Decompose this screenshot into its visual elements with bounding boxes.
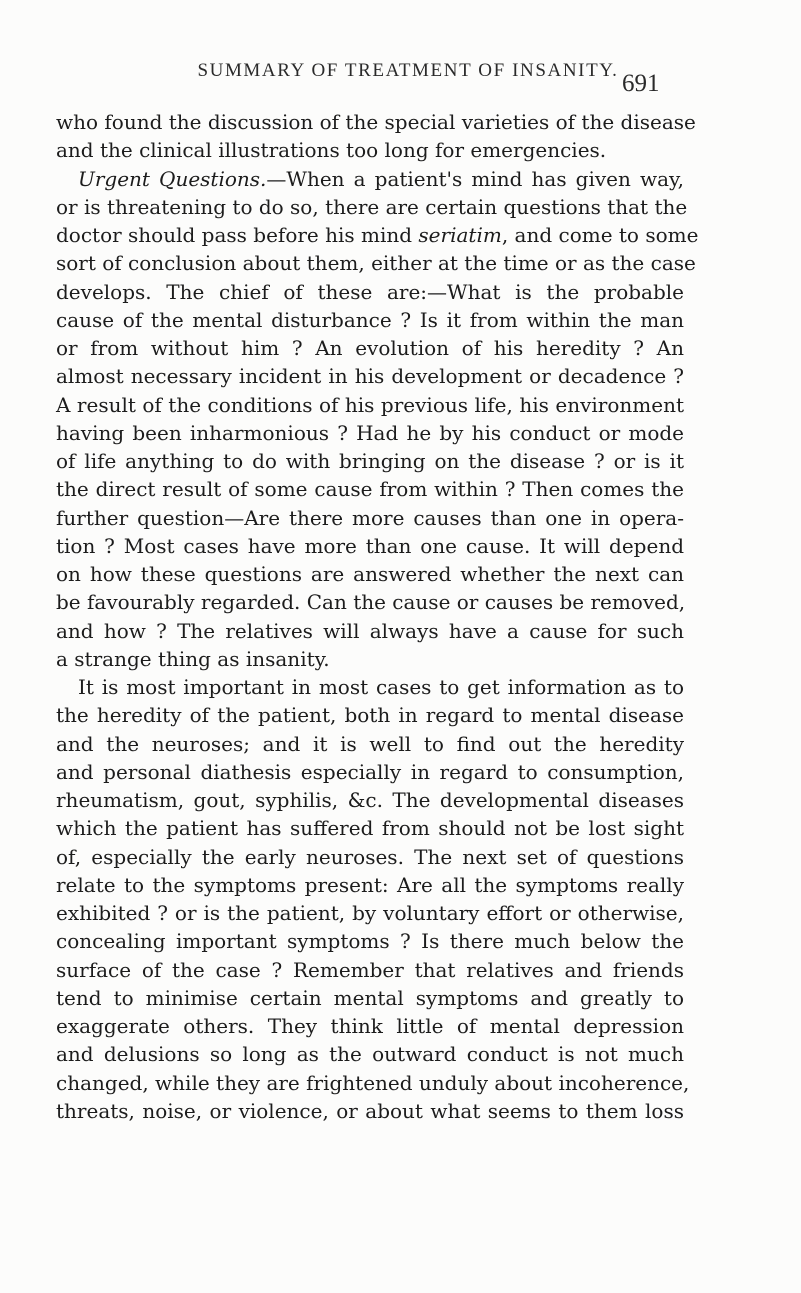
text-line: A result of the conditions of his previous life, his environment bbox=[56, 392, 684, 417]
section-heading-italic: Urgent Questions. bbox=[78, 166, 267, 191]
text-line: develops. The chief of these are:—What is the probable bbox=[56, 279, 684, 304]
text-line: the heredity of the patient, both in regard to mental disease bbox=[56, 703, 684, 728]
text-line: and the clinical illustrations too long for emergencies. bbox=[56, 138, 607, 163]
text-line: be favourably regarded. Can the cause or causes be removed, bbox=[56, 590, 686, 615]
text-line: of, especially the early neuroses. The next set of questions bbox=[56, 844, 684, 869]
text-line: and how ? The relatives will always have a cause for such bbox=[56, 618, 684, 643]
text-fragment: doctor should pass before his mind bbox=[56, 223, 413, 247]
text-line: who found the discussion of the special varieties of the disease bbox=[56, 110, 696, 134]
text-line: a strange thing as insanity. bbox=[56, 646, 330, 671]
text-line: concealing important symptoms ? Is there much below the bbox=[56, 929, 684, 954]
text-line: or is threatening to do so, there are certain questions that the bbox=[56, 194, 688, 219]
text-line bbox=[56, 221, 699, 249]
text-line: tion ? Most cases have more than one cause. It will depend bbox=[56, 533, 684, 558]
text-line: cause of the mental disturbance ? Is it from within the man bbox=[56, 307, 684, 332]
text-line: tend to minimise certain mental symptoms and greatly to bbox=[56, 985, 684, 1010]
text-line: and delusions so long as the outward conduct is not much bbox=[56, 1042, 684, 1067]
text-line bbox=[56, 165, 684, 193]
text-line: which the patient has suffered from should not be lost sight bbox=[56, 816, 684, 841]
text-line: and personal diathesis especially in regard to consumption, bbox=[56, 759, 684, 784]
text-line: exhibited ? or is the patient, by voluntary effort or otherwise, bbox=[56, 901, 684, 925]
text-line: having been inharmonious ? Had he by his conduct or mode bbox=[56, 420, 684, 445]
text-line: sort of conclusion about them, either at the time or as the case bbox=[56, 251, 696, 276]
body-text bbox=[56, 108, 699, 1125]
text-line: surface of the case ? Remember that relatives and friends bbox=[56, 957, 684, 982]
running-head: SUMMARY OF TREATMENT OF INSANITY. bbox=[197, 60, 619, 81]
page-number: 691 bbox=[622, 70, 660, 97]
text-line: further question—Are there more causes than one in opera- bbox=[56, 505, 684, 530]
text-line: rheumatism, gout, syphilis, &c. The developmental diseases bbox=[56, 788, 684, 812]
text-line: or from without him ? An evolution of his heredity ? An bbox=[56, 336, 684, 360]
text-fragment: —When a patient's mind has given way, bbox=[266, 166, 684, 191]
italic-word: seriatim bbox=[418, 223, 502, 247]
text-line: of life anything to do with bringing on the disease ? or is it bbox=[56, 449, 684, 473]
text-line: relate to the symptoms present: Are all the symptoms really bbox=[56, 872, 684, 897]
text-line: threats, noise, or violence, or about what seems to them loss bbox=[56, 1098, 684, 1123]
text-line: It is most important in most cases to get information as to bbox=[78, 675, 684, 699]
text-line: changed, while they are frightened unduly about incoherence, bbox=[56, 1070, 690, 1095]
text-line: almost necessary incident in his development or decadence ? bbox=[56, 364, 684, 389]
text-line: on how these questions are answered whether the next can bbox=[56, 562, 684, 586]
text-line: exaggerate others. They think little of mental depression bbox=[56, 1014, 684, 1038]
text-line: the direct result of some cause from within ? Then comes the bbox=[56, 477, 684, 502]
text-line: and the neuroses; and it is well to find out the heredity bbox=[56, 731, 684, 756]
text-fragment: , and come to some bbox=[501, 223, 699, 247]
